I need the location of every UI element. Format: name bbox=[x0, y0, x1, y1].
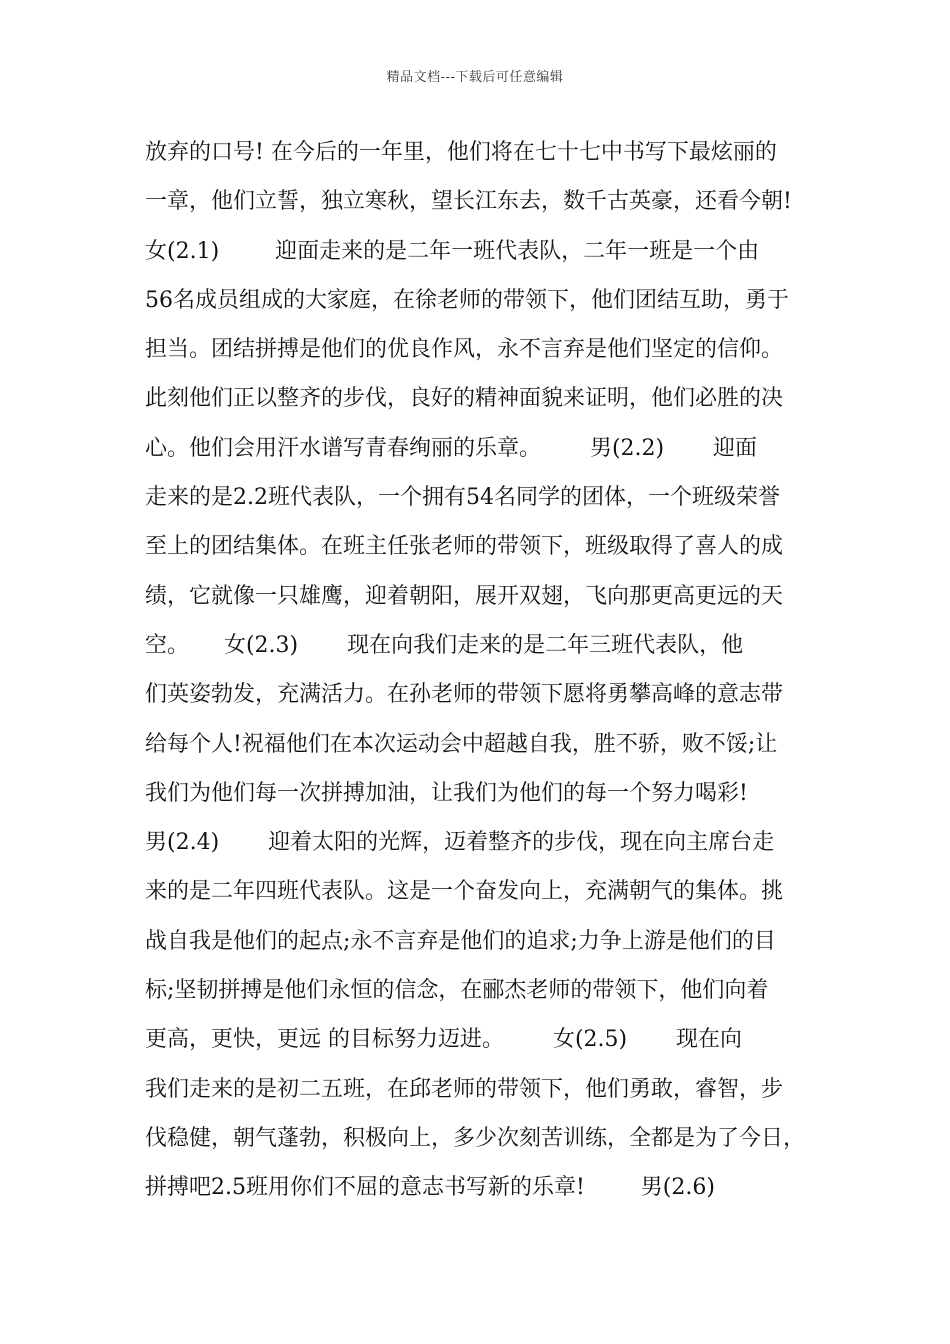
text-line: 我们走来的是初二五班，在邱老师的带领下，他们勇敢，睿智，步 bbox=[145, 1076, 784, 1102]
text-line: 更高，更快，更远 的目标努力迈进。 女(2.5) 现在向 bbox=[145, 1027, 743, 1053]
text-line: 走来的是2.2班代表队，一个拥有54名同学的团体，一个班级荣誉 bbox=[145, 485, 780, 511]
text-line: 拼搏吧2.5班用你们不屈的意志书写新的乐章! 男(2.6) bbox=[145, 1175, 715, 1201]
text-line: 心。他们会用汗水谱写青春绚丽的乐章。 男(2.2) 迎面 bbox=[145, 435, 758, 461]
text-line: 放弃的口号! 在今后的一年里，他们将在七十七中书写下最炫丽的 bbox=[145, 140, 777, 165]
text-line: 绩，它就像一只雄鹰，迎着朝阳，展开双翅，飞向那更高更远的天 bbox=[145, 583, 784, 609]
text-line: 担当。团结拼搏是他们的优良作风，永不言弃是他们坚定的信仰。 bbox=[145, 337, 784, 363]
text-line: 我们为他们每一次拼搏加油，让我们为他们的每一个努力喝彩! bbox=[145, 780, 748, 806]
text-line: 女(2.1) 迎面走来的是二年一班代表队，二年一班是一个由 bbox=[145, 238, 760, 264]
text-line: 给每个人!祝福他们在本次运动会中超越自我，胜不骄，败不馁;让 bbox=[145, 731, 778, 757]
text-line: 至上的团结集体。在班主任张老师的带领下，班级取得了喜人的成 bbox=[145, 534, 784, 560]
text-line: 男(2.4) 迎着太阳的光辉，迈着整齐的步伐，现在向主席台走 bbox=[145, 830, 775, 856]
text-line: 们英姿勃发，充满活力。在孙老师的带领下愿将勇攀高峰的意志带 bbox=[145, 682, 784, 708]
text-line: 此刻他们正以整齐的步伐，良好的精神面貌来证明，他们必胜的决 bbox=[145, 386, 784, 412]
text-line: 战自我是他们的起点;永不言弃是他们的追求;力争上游是他们的目 bbox=[145, 928, 776, 954]
body-text bbox=[145, 128, 825, 1213]
text-line: 空。 女(2.3) 现在向我们走来的是二年三班代表队，他 bbox=[145, 632, 744, 658]
text-line: 一章，他们立誓，独立寒秋，望长江东去，数千古英豪，还看今朝! bbox=[145, 189, 792, 215]
page-header: 精品文档---下载后可任意编辑 bbox=[386, 70, 564, 85]
text-line: 标;坚韧拼搏是他们永恒的信念，在郦杰老师的带领下，他们向着 bbox=[145, 978, 769, 1004]
text-line: 来的是二年四班代表队。这是一个奋发向上，充满朝气的集体。挑 bbox=[145, 879, 784, 905]
text-line: 伐稳健，朝气蓬勃，积极向上，多少次刻苦训练，全都是为了今日， bbox=[145, 1125, 806, 1151]
text-line: 56名成员组成的大家庭，在徐老师的带领下，他们团结互助，勇于 bbox=[145, 287, 789, 313]
